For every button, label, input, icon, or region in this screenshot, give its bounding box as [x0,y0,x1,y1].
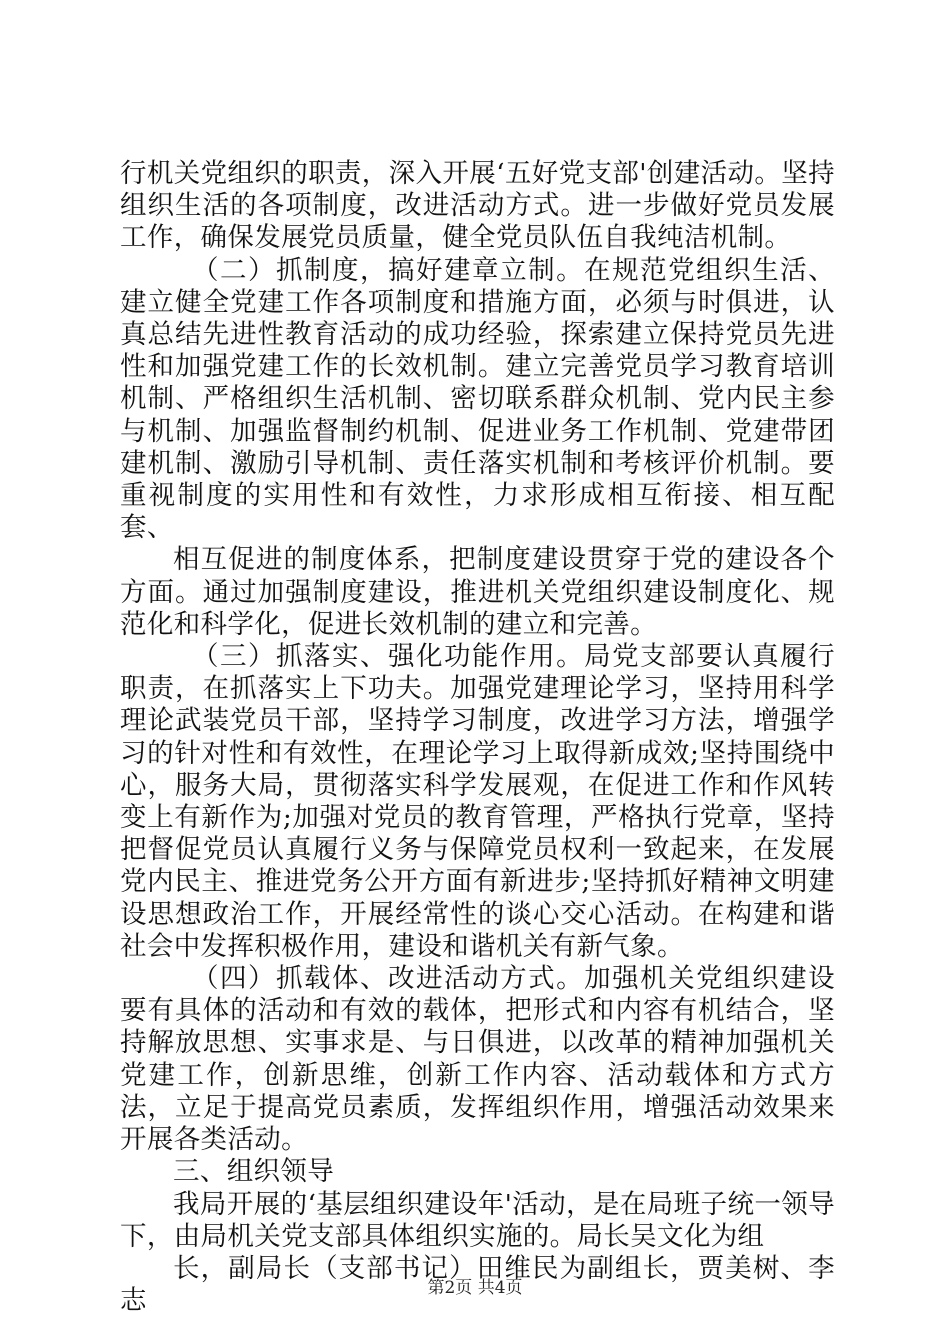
paragraph-continuation: 行机关党组织的职责，深入开展‘五好党支部'创建活动。坚持组织生活的各项制度，改进活动方式。进一步做好党员发展工作，确保发展党员质量，健全党员队伍自我纯洁机制。 [120,158,835,254]
paragraph-leadership-continued: 长，副局长（支部书记）田维民为副组长，贾美树、李志 [120,1252,835,1317]
paragraph-section-4: （四）抓载体、改进活动方式。加强机关党组织建设要有具体的活动和有效的载体，把形式和内容有机结合，坚持解放思想、实事求是、与日俱进，以改革的精神加强机关党建工作，创新思维，创新工作内容、活动载体和方式方法，立足于提高党员素质，发挥组织作用，增强活动效果来开展各类活动。 [120,963,835,1156]
paragraph-section-2: （二）抓制度，搞好建章立制。在规范党组织生活、建立健全党建工作各项制度和措施方面，必须与时俱进，认真总结先进性教育活动的成功经验，探索建立保持党员先进性和加强党建工作的长效机制。建立完善党员学习教育培训机制、严格组织生活机制、密切联系群众机制、党内民主参与机制、加强监督制约机制、促进业务工作机制、党建带团建机制、激励引导机制、责任落实机制和考核评价机制。要重视制度的实用性和有效性，力求形成相互衔接、相互配套、 [120,254,835,544]
paragraph-section-3: （三）抓落实、强化功能作用。局党支部要认真履行职责，在抓落实上下功夫。加强党建理论学习，坚持用科学理论武装党员干部，坚持学习制度，改进学习方法，增强学习的针对性和有效性，在理论学习上取得新成效;坚持围绕中心，服务大局，贯彻落实科学发展观，在促进工作和作风转变上有新作为;加强对党员的教育管理，严格执行党章，坚持把督促党员认真履行义务与保障党员权利一致起来，在发展党内民主、推进党务公开方面有新进步;坚持抓好精神文明建设思想政治工作，开展经常性的谈心交心活动。在构建和谐社会中发挥积极作用，建设和谐机关有新气象。 [120,641,835,962]
heading-organization-leadership: 三、组织领导 [173,1156,335,1188]
page-footer: 第2页 共4页 [427,1278,523,1298]
paragraph-leadership: 我局开展的‘基层组织建设年'活动，是在局班子统一领导下，由局机关党支部具体组织实施的。局长吴文化为组 [120,1188,835,1252]
paragraph-section-2-continued: 相互促进的制度体系，把制度建设贯穿于党的建设各个方面。通过加强制度建设，推进机关党组织建设制度化、规范化和科学化，促进长效机制的建立和完善。 [120,544,835,640]
document-body [120,158,835,1317]
